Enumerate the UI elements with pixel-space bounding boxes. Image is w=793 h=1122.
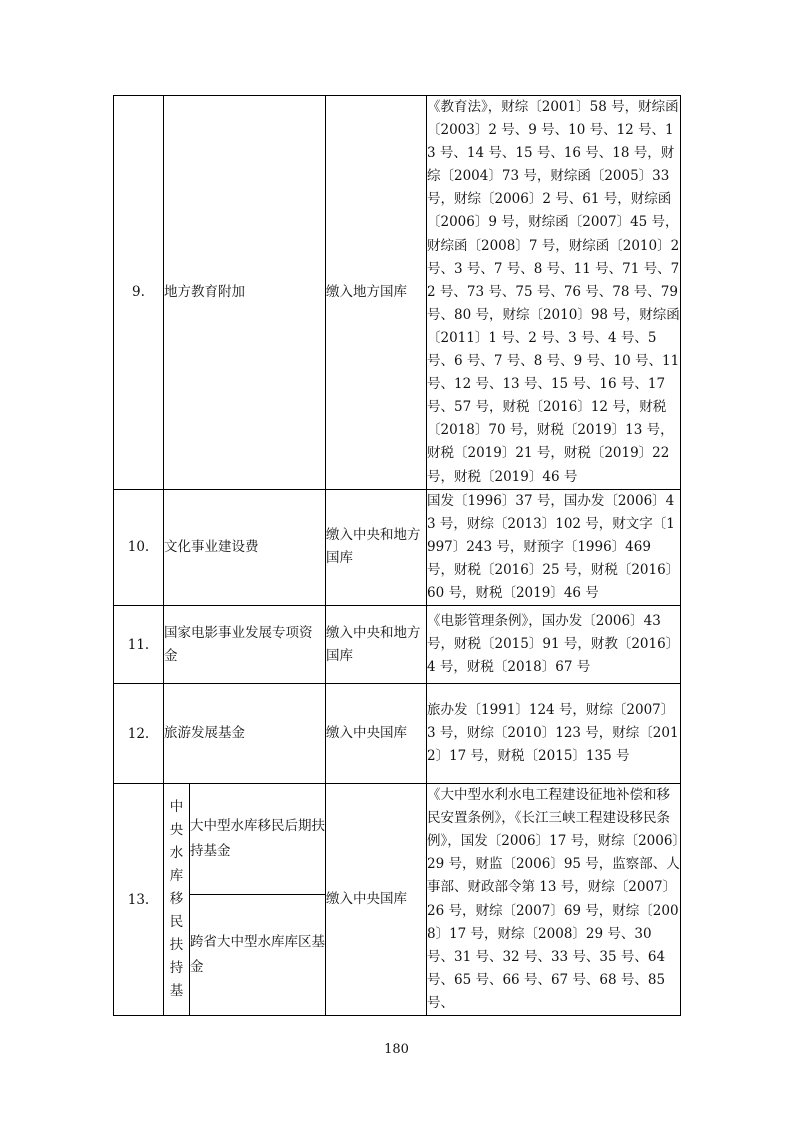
table-row: [114, 96, 681, 490]
row-number: 9.: [114, 96, 164, 490]
fee-name: 国家电影事业发展专项资金: [164, 606, 326, 684]
policy-basis: 《教育法》，财综〔2001〕58 号，财综函〔2003〕2 号、9 号、10 号、12 号、13 号、14 号、15 号、16 号、18 号，财综〔2004〕73 号，财综函〔2005〕33 号，财综〔2006〕2 号、61 号，财综函〔2006〕9 号，财综函〔2007〕45 号，财综函〔2008〕7 号，财综函〔2010〕2 号、3 号、7 号、8 号、11 号、71 号、72 号、73 号、75 号、76 号、78 号、79 号、80 号，财综〔2010〕98 号，财综函〔2011〕1 号、2 号、3 号、4 号、5 号、6 号、7 号、8 号、9 号、10 号、11 号、12 号、13 号、15 号、16 号、17 号、57 号，财税〔2016〕12 号，财税〔2018〕70 号，财税〔2019〕13 号，财税〔2019〕21 号，财税〔2019〕22 号，财税〔2019〕46 号: [427, 96, 681, 490]
sub-fund-name: 大中型水库移民后期扶持基金: [190, 784, 326, 895]
policy-basis: 国发〔1996〕37 号，国办发〔2006〕43 号，财综〔2013〕102 号，财文字〔1997〕243 号，财预字〔1996〕469 号，财税〔2016〕25 号，财税〔2016〕60 号，财税〔2019〕46 号: [427, 489, 681, 605]
treasury-destination: 缴入中央国库: [326, 784, 427, 1016]
row-number: 13.: [114, 784, 164, 1016]
fee-name: 文化事业建设费: [164, 489, 326, 605]
row-number: 11.: [114, 606, 164, 684]
treasury-destination: 缴入中央国库: [326, 684, 427, 784]
fee-table: [113, 95, 681, 1016]
row-number: 12.: [114, 684, 164, 784]
treasury-destination: 缴入中央和地方国库: [326, 606, 427, 684]
policy-basis: 旅办发〔1991〕124 号，财综〔2007〕3 号，财综〔2010〕123 号，财综〔2012〕17 号，财税〔2015〕135 号: [427, 684, 681, 784]
row-number: 10.: [114, 489, 164, 605]
table-row: [114, 489, 681, 605]
policy-basis: 《大中型水利水电工程建设征地补偿和移民安置条例》，《长江三峡工程建设移民条例》，国发〔2006〕17 号，财综〔2006〕29 号，财监〔2006〕95 号，监察部、人事部、财政部令第 13 号，财综〔2007〕26 号，财综〔2007〕69 号，财综〔2008〕17 号，财综〔2008〕29 号、30 号、31 号、32 号、33 号、35 号、64 号、65 号、66 号、67 号、68 号、85 号、: [427, 784, 681, 1016]
policy-basis: 《电影管理条例》，国办发〔2006〕43 号，财税〔2015〕91 号，财教〔2016〕4 号，财税〔2018〕67 号: [427, 606, 681, 684]
table-row: [114, 784, 681, 895]
table-row: [114, 606, 681, 684]
table-row: [114, 684, 681, 784]
fund-group-label: 中央水库移民扶持基: [164, 784, 190, 1016]
treasury-destination: 缴入中央和地方国库: [326, 489, 427, 605]
treasury-destination: 缴入地方国库: [326, 96, 427, 490]
page-number: 180: [384, 1042, 409, 1057]
fee-name: 旅游发展基金: [164, 684, 326, 784]
fee-name: 地方教育附加: [164, 96, 326, 490]
sub-fund-name: 跨省大中型水库库区基金: [190, 895, 326, 1016]
